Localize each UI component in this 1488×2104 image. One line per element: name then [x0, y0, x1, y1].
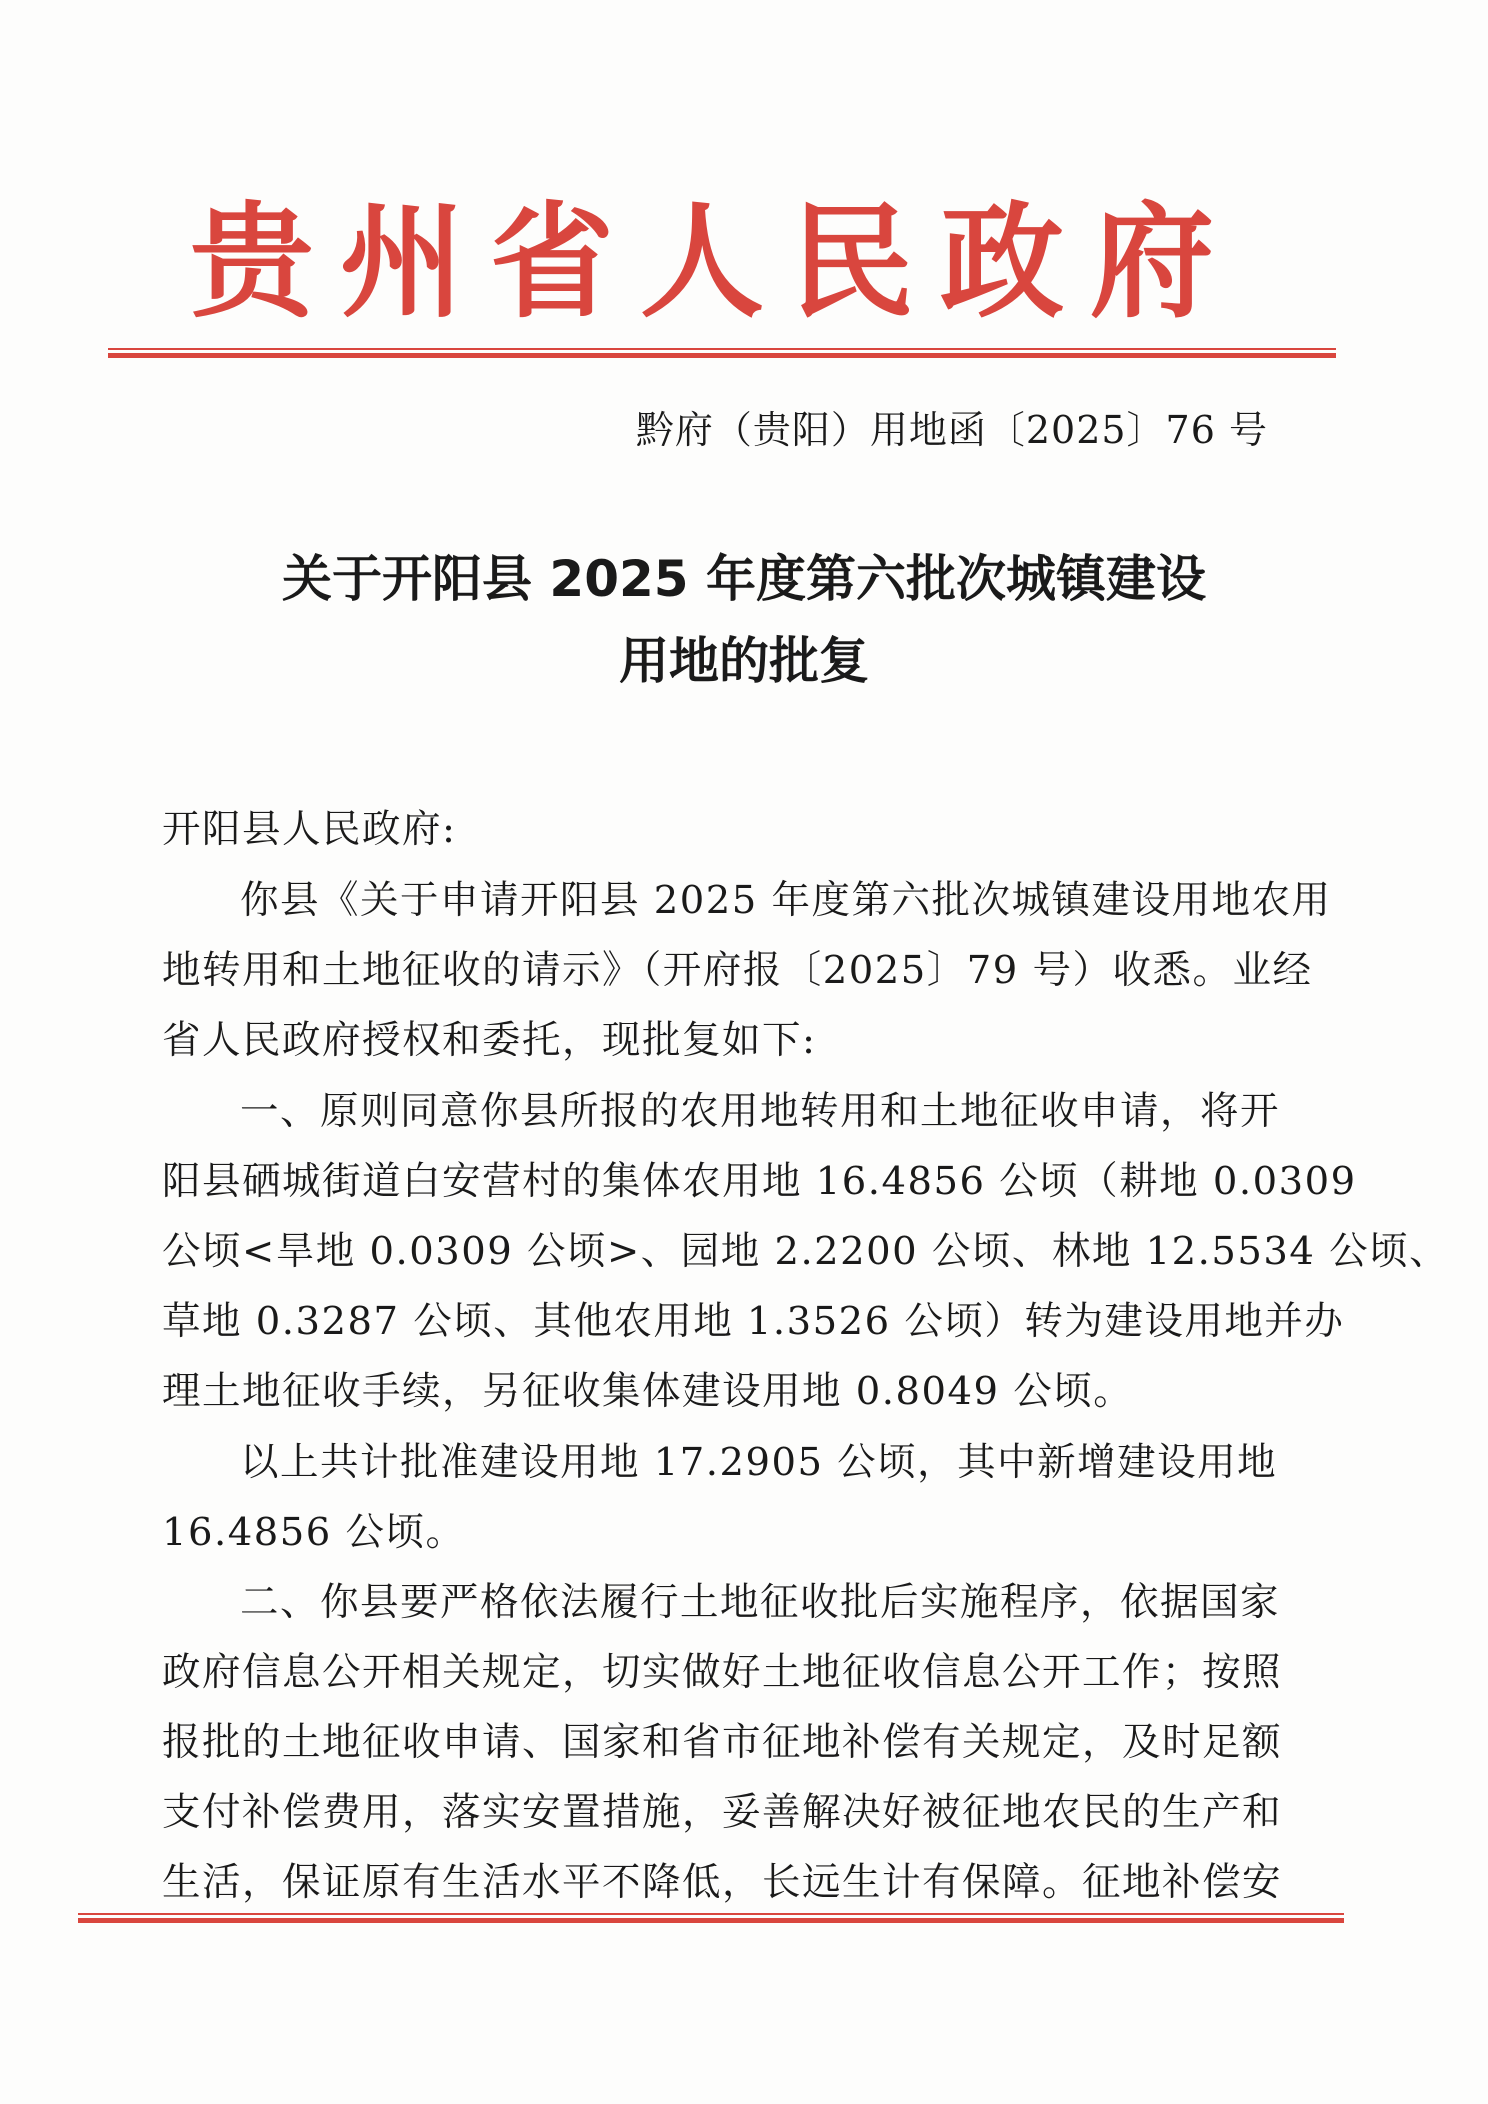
body-paragraph-line: 支付补偿费用，落实安置措施，妥善解决好被征地农民的生产和	[162, 1790, 1283, 1835]
header-red-rule-thin	[108, 348, 1336, 350]
body-paragraph-line: 你县《关于申请开阳县 2025 年度第六批次城镇建设用地农用	[240, 878, 1332, 923]
body-paragraph-line: 地转用和土地征收的请示》（开府报〔2025〕79 号）收悉。业经	[162, 948, 1313, 993]
body-paragraph-line: 报批的土地征收申请、国家和省市征地补偿有关规定，及时足额	[162, 1720, 1283, 1765]
body-paragraph-line: 政府信息公开相关规定，切实做好土地征收信息公开工作；按照	[162, 1650, 1283, 1695]
document-title-line-1: 关于开阳县 2025 年度第六批次城镇建设	[282, 550, 1206, 608]
document-number: 黔府（贵阳）用地函〔2025〕76 号	[635, 408, 1268, 452]
body-paragraph-line: 阳县硒城街道白安营村的集体农用地 16.4856 公顷（耕地 0.0309	[162, 1159, 1357, 1204]
footer-red-rule-thick	[78, 1918, 1344, 1923]
salutation: 开阳县人民政府:	[162, 807, 457, 852]
body-paragraph-line: 二、你县要严格依法履行土地征收批后实施程序，依据国家	[240, 1580, 1281, 1625]
masthead-title: 贵州省人民政府	[190, 190, 1241, 335]
document-title-line-2: 用地的批复	[619, 632, 869, 690]
body-paragraph-line: 理土地征收手续，另征收集体建设用地 0.8049 公顷。	[162, 1369, 1134, 1414]
body-paragraph-line: 省人民政府授权和委托，现批复如下:	[162, 1018, 817, 1063]
body-paragraph-line: 一、原则同意你县所报的农用地转用和土地征收申请，将开	[240, 1089, 1281, 1134]
body-paragraph-line: 草地 0.3287 公顷、其他农用地 1.3526 公顷）转为建设用地并办	[162, 1299, 1345, 1344]
body-paragraph-line: 16.4856 公顷。	[162, 1510, 466, 1555]
body-paragraph-line: 以上共计批准建设用地 17.2905 公顷，其中新增建设用地	[240, 1440, 1278, 1485]
footer-red-rule-thin	[78, 1913, 1344, 1915]
body-paragraph-line: 公顷<旱地 0.0309 公顷>、园地 2.2200 公顷、林地 12.5534 公顷、	[162, 1229, 1450, 1274]
header-red-rule-thick	[108, 353, 1336, 358]
body-paragraph-line: 生活，保证原有生活水平不降低，长远生计有保障。征地补偿安	[162, 1860, 1283, 1905]
